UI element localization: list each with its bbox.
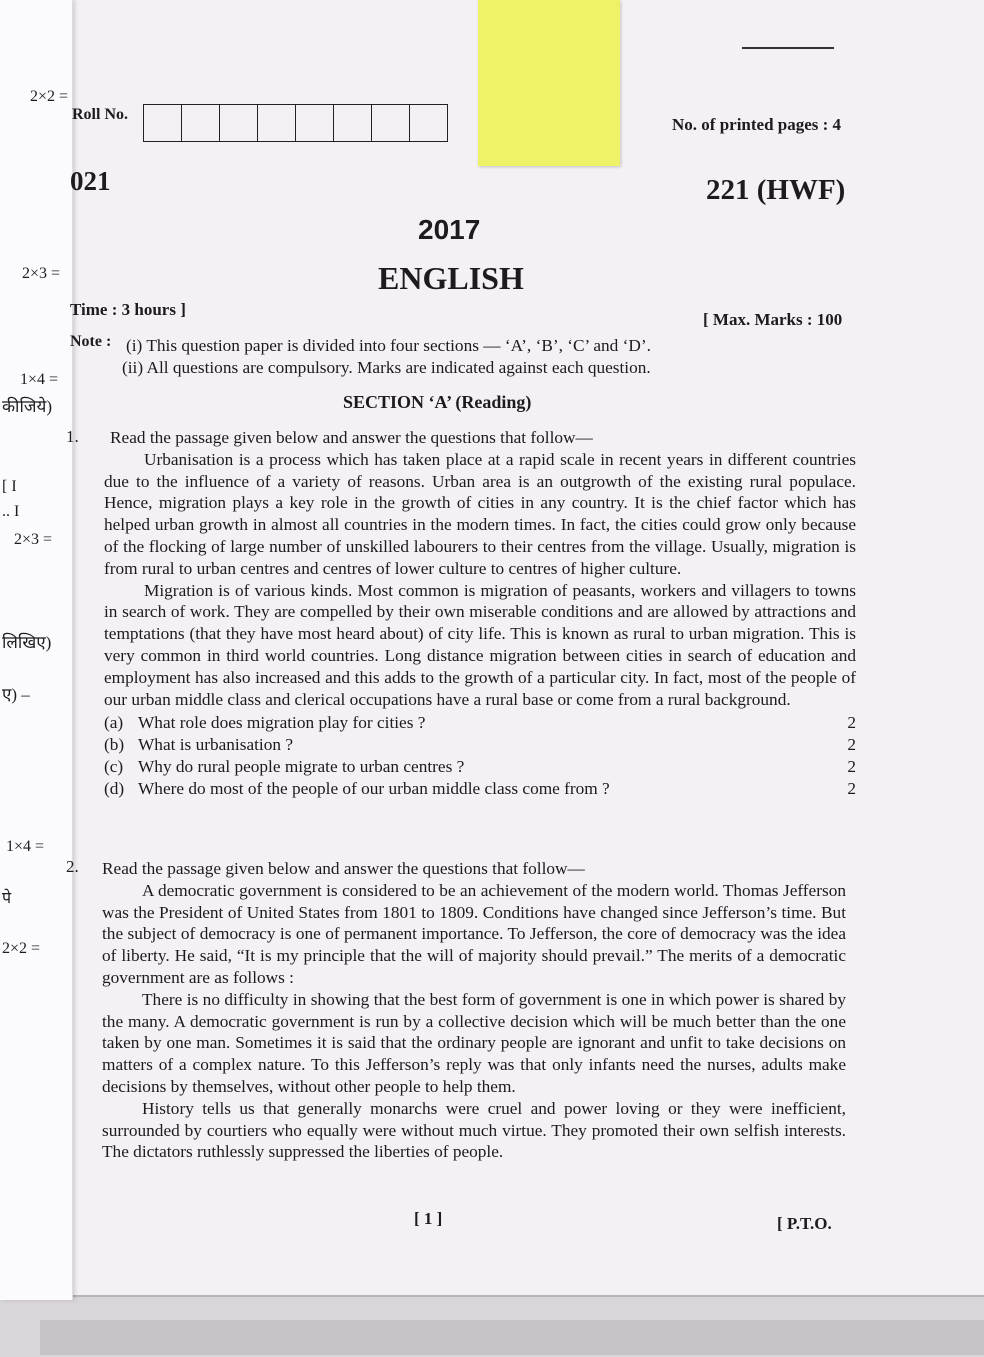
question-intro: Read the passage given below and answer the questions that follow— <box>102 859 585 878</box>
note-item <box>126 336 651 356</box>
margin-note: ए) – <box>2 685 30 704</box>
question-number: 1. <box>66 427 79 446</box>
question-2 <box>102 858 846 1163</box>
sub-question-label: (a) <box>104 713 124 733</box>
passage-paragraph: Urbanisation is a process which has taken place at a rapid scale in recent years in different countries due to the influence of a variety of reasons. Urban area is an outgrowth of the existing rural populace. Hence, migration plays a key role in the growth of cities in any country. It is the chief factor which has helped urban growth in almost all countries in the modern times. In fact, the cities could grow only because of the flocking of large number of unskilled labourers to their centres from the village. Usually, migration is from rural to urban centres and centres of lower culture to centres of higher culture. <box>104 449 856 578</box>
margin-note: 1×4 = <box>20 371 59 388</box>
roll-digit-box[interactable] <box>296 105 334 141</box>
sub-question-text: What role does migration play for cities ? <box>138 713 426 733</box>
margin-note: पे <box>2 890 12 907</box>
max-marks: [ Max. Marks : 100 <box>703 310 843 329</box>
roll-digit-box[interactable] <box>220 105 258 141</box>
sub-question-marks: 2 <box>847 757 856 777</box>
sticky-note <box>478 0 620 166</box>
handwritten-dash <box>742 47 834 49</box>
note-text: All questions are compulsory. Marks are indicated against each question. <box>146 358 651 377</box>
paper-code: 221 (HWF) <box>706 174 846 206</box>
margin-note: कीजिये) <box>2 397 52 416</box>
margin-note: 2×3 = <box>14 531 53 548</box>
roll-digit-box[interactable] <box>144 105 182 141</box>
margin-note: 2×2 = <box>2 940 41 957</box>
sub-question <box>104 778 856 800</box>
note-number: (i) <box>126 336 143 355</box>
scan-bottom-edge-under <box>40 1320 984 1355</box>
roll-number-label: Roll No. <box>72 106 128 123</box>
sub-question <box>104 756 856 778</box>
subject-title: ENGLISH <box>378 260 524 296</box>
printed-pages: No. of printed pages : 4 <box>672 115 842 134</box>
sub-question-label: (d) <box>104 779 125 799</box>
paper-code-left: 021 <box>70 166 111 196</box>
question-number: 2. <box>66 857 79 876</box>
page-number: [ 1 ] <box>414 1209 443 1228</box>
margin-note: लिखिए) <box>2 633 52 652</box>
section-title: SECTION ‘A’ (Reading) <box>343 392 532 412</box>
margin-note: 1×4 = <box>6 838 45 855</box>
margin-note: 2×2 = <box>30 88 69 105</box>
passage-paragraph: A democratic government is considered to be an achievement of the modern world. Thomas Jefferson was the President of United States from 1801 to 1809. Conditions have changed since Jefferson’s time. But the subject of democracy is one of permanent importance. To Jefferson, the core of democracy was the idea of liberty. He said, “It is my principle that the will of majority should prevail.” The merits of a democratic government are as follows : <box>102 880 846 987</box>
sub-question-label: (c) <box>104 757 124 777</box>
note-item <box>122 358 651 378</box>
roll-digit-box[interactable] <box>334 105 372 141</box>
roll-digit-box[interactable] <box>258 105 296 141</box>
pto-label: [ P.T.O. <box>777 1214 832 1233</box>
sub-question-text: Where do most of the people of our urban middle class come from ? <box>138 779 610 799</box>
note-text: This question paper is divided into four sections — ‘A’, ‘B’, ‘C’ and ‘D’. <box>146 336 651 355</box>
question-1 <box>104 427 856 800</box>
sub-question <box>104 734 856 756</box>
sub-question-text: Why do rural people migrate to urban centres ? <box>138 757 465 777</box>
question-intro: Read the passage given below and answer the questions that follow— <box>110 428 593 447</box>
sub-question-text: What is urbanisation ? <box>138 735 294 755</box>
passage-paragraph: History tells us that generally monarchs were cruel and power loving or they were inefficient, surrounded by courtiers who equally were without much virtue. They promoted their own selfish interests. The dictators ruthlessly suppressed the liberties of people. <box>102 1098 846 1162</box>
roll-digit-box[interactable] <box>410 105 447 141</box>
exam-year: 2017 <box>418 214 481 245</box>
passage-paragraph: There is no difficulty in showing that the best form of government is one in which power is shared by the many. A democratic government is run by a collective decision which will be much better than the one taken by one man. Sometimes it is said that the ordinary people are ignorant and unfit to take decisions on matters of a complex nature. To this Jefferson’s reply was that only infants need the nurses, adults make decisions by themselves, without other people to help them. <box>102 989 846 1096</box>
margin-note: .. I <box>2 503 20 520</box>
time-allowed: Time : 3 hours ] <box>70 300 186 319</box>
roll-digit-box[interactable] <box>182 105 220 141</box>
note-number: (ii) <box>122 358 144 377</box>
passage-paragraph: Migration is of various kinds. Most common is migration of peasants, workers and villagers to towns in search of work. They are compelled by their own miserable conditions and are allowed by attractions and temptations (that they have most heard about) of city life. This is known as rural to urban migration. This is very common in third world countries. Long distance migration between cities in search of education and employment has also increased and this adds to the growth of a particular city. In fact, most of the people of our urban middle class and clerical occupations have a rural base or come from a rural background. <box>104 580 856 709</box>
margin-note: [ I <box>2 478 17 495</box>
sub-question-marks: 2 <box>847 713 856 733</box>
sub-question-marks: 2 <box>847 779 856 799</box>
sub-question <box>104 712 856 734</box>
roll-number-boxes[interactable] <box>143 104 448 142</box>
roll-digit-box[interactable] <box>372 105 410 141</box>
margin-note: 2×3 = <box>22 265 61 282</box>
sub-question-marks: 2 <box>847 735 856 755</box>
sub-question-label: (b) <box>104 735 125 755</box>
note-label: Note : <box>70 333 112 350</box>
